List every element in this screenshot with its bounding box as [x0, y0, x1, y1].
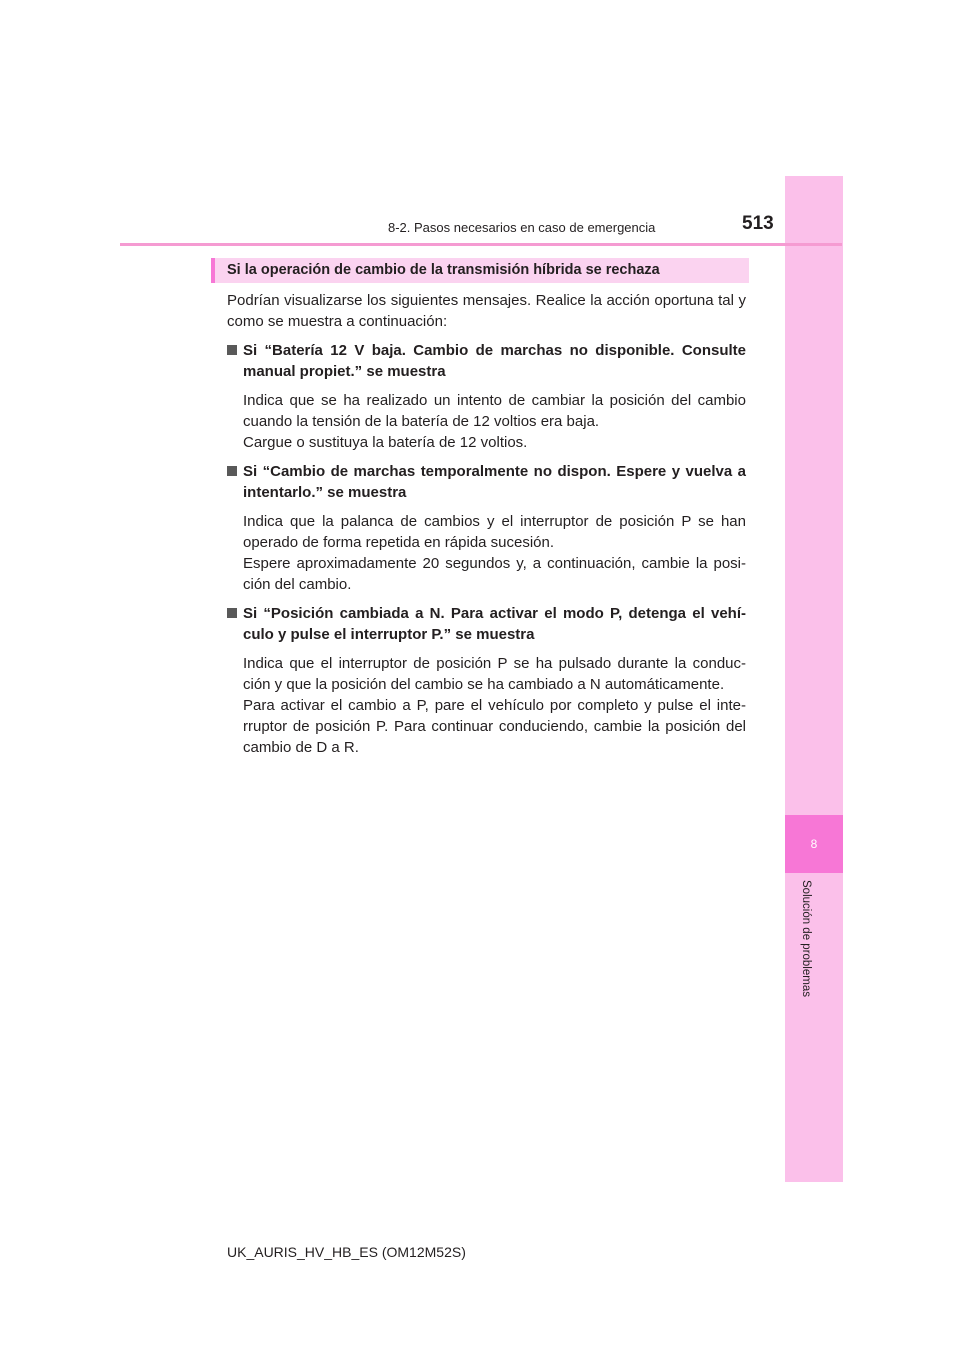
- chapter-number: 8: [810, 837, 818, 851]
- intro-paragraph: Podrían visualizarse los siguientes mensajes. Realice la acción oportuna tal y como se muestra a continuación:: [227, 292, 746, 330]
- chapter-label-container: [770, 880, 820, 1060]
- description-line: Indica que la palanca de cambios y el interruptor de posición P se han operado de forma repetida en rápida sucesión.: [243, 513, 746, 551]
- document-id-footer: UK_AURIS_HV_HB_ES (OM12M52S): [227, 1244, 466, 1260]
- list-item: [227, 340, 746, 453]
- header-section-title: 8-2. Pasos necesarios en caso de emergencia: [388, 220, 656, 235]
- chapter-number-tab: [785, 815, 843, 873]
- description-line: Indica que el interruptor de posición P se ha pulsado durante la conduc-ción y que la posición del cambio se ha cambiado a N automáticamente.: [243, 655, 746, 693]
- description-line: Espere aproximadamente 20 segundos y, a continuación, cambie la posi-ción del cambio.: [243, 555, 746, 593]
- item-title: Si “Batería 12 V baja. Cambio de marchas no disponible. Consulte manual propiet.” se muestra: [243, 342, 746, 380]
- page-number: 513: [742, 213, 774, 234]
- list-item: [227, 461, 746, 595]
- bullet-square-icon: [227, 608, 237, 618]
- description-line: Indica que se ha realizado un intento de cambiar la posición del cambio cuando la tensión de la batería de 12 voltios era baja.: [243, 392, 746, 430]
- list-item: [227, 603, 746, 758]
- item-description: [243, 653, 746, 758]
- description-line: Cargue o sustituya la batería de 12 voltios.: [243, 434, 528, 451]
- chapter-label: Solución de problemas: [800, 880, 812, 997]
- bullet-square-icon: [227, 345, 237, 355]
- bullet-square-icon: [227, 466, 237, 476]
- page-body: [227, 290, 746, 758]
- item-title: Si “Posición cambiada a N. Para activar el modo P, detenga el vehí-culo y pulse el interruptor P.” se muestra: [243, 605, 746, 643]
- item-title: Si “Cambio de marchas temporalmente no dispon. Espere y vuelva a intentarlo.” se muestra: [243, 463, 746, 501]
- description-line: Para activar el cambio a P, pare el vehículo por completo y pulse el inte-rruptor de posición P. Para continuar conduciendo, cambie la posición del cambio de D a R.: [243, 697, 746, 756]
- header-divider: [120, 243, 842, 246]
- section-heading-box: [211, 258, 749, 283]
- item-description: [243, 390, 746, 453]
- section-heading: Si la operación de cambio de la transmisión híbrida se rechaza: [227, 262, 660, 278]
- item-description: [243, 511, 746, 595]
